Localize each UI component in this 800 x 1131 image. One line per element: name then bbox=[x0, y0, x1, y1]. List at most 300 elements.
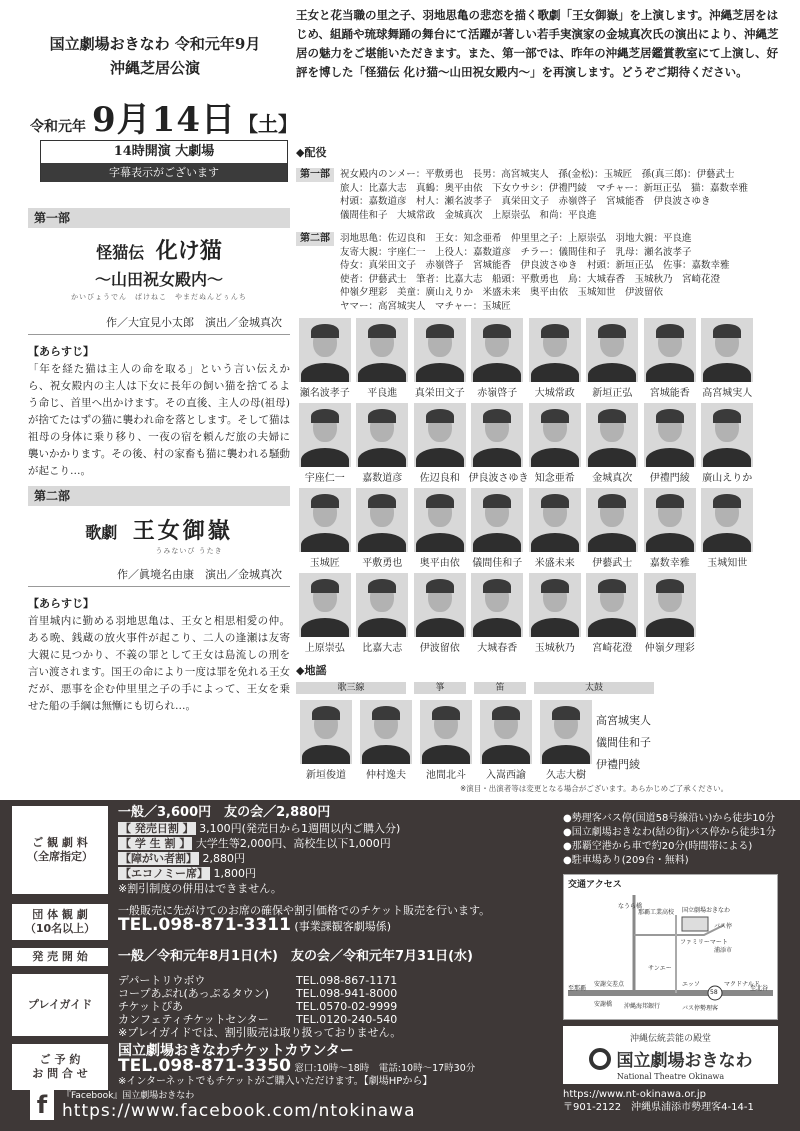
inquiry-hours: 窓口:10時〜18時 電話:10時〜17時30分 bbox=[294, 1063, 476, 1074]
performer-card bbox=[411, 318, 469, 403]
cast-line: 仲嶺夕理彩 美童：廣山えりか 米盛未来 奥平由依 玉城知世 伊波留依 bbox=[340, 287, 664, 298]
performer-name: 玉城知世 bbox=[707, 558, 748, 569]
playguide-list bbox=[118, 974, 418, 1039]
performer-card bbox=[584, 488, 642, 573]
part2-bar: 第二部 bbox=[28, 486, 290, 506]
group-tel-note: (事業課観客劇場係) bbox=[294, 920, 391, 933]
performer-photo bbox=[356, 573, 408, 637]
address: 〒901-2122 沖縄県浦添市勢理客4-14-1 bbox=[563, 1102, 754, 1113]
photo-body bbox=[422, 745, 470, 764]
performer-photo bbox=[300, 700, 352, 764]
performer-card bbox=[476, 700, 536, 785]
cast-note: ※演目・出演者等は変更となる場合がございます。あらかじめご了承ください。 bbox=[460, 784, 729, 793]
header-org bbox=[30, 32, 280, 80]
performer-card bbox=[354, 318, 412, 403]
photo-hair bbox=[426, 494, 454, 508]
date-era: 令和元年 bbox=[30, 119, 86, 135]
performer-grid bbox=[296, 318, 756, 658]
group-tel[interactable]: TEL.098-871-3311 bbox=[118, 915, 291, 935]
performer-photo bbox=[586, 573, 638, 637]
cast-part2-bar: 第二部 bbox=[296, 232, 334, 246]
photo-hair bbox=[432, 706, 460, 720]
performer-name: 高宮城実人 bbox=[702, 388, 753, 399]
performer-card bbox=[354, 573, 412, 658]
performer-photo bbox=[529, 488, 581, 552]
cast-part1-lines bbox=[340, 168, 748, 222]
performer-name: 廣山えりか bbox=[702, 473, 753, 484]
tickets-info bbox=[118, 806, 400, 895]
performer-name: 宇座仁一 bbox=[304, 473, 345, 484]
performer-card bbox=[296, 700, 356, 785]
photo-body bbox=[646, 618, 694, 637]
inquiry-title: 国立劇場おきなわチケットカウンター bbox=[118, 1043, 354, 1059]
photo-hair bbox=[368, 579, 396, 593]
disabled-price: 2,880円 bbox=[202, 852, 245, 865]
part2-credit: 作／眞境名由康 演出／金城真次 bbox=[28, 566, 290, 587]
performer-photo bbox=[360, 700, 412, 764]
playguide-row bbox=[118, 1000, 418, 1013]
performer-card bbox=[296, 403, 354, 488]
photo-body bbox=[301, 448, 349, 467]
advance-label: 【 発売日割 】 bbox=[120, 822, 194, 835]
performer-name: 玉城秋乃 bbox=[534, 643, 575, 654]
part1-title-large: 化け猫 bbox=[155, 238, 222, 264]
performer-card bbox=[526, 318, 584, 403]
part1-subtitle: 〜山田祝女殿内〜 bbox=[94, 270, 223, 289]
performer-name: 奥平由依 bbox=[419, 558, 460, 569]
map-label: 至那覇 bbox=[568, 985, 587, 992]
performer-card bbox=[411, 403, 469, 488]
photo-body bbox=[416, 448, 464, 467]
performer-photo bbox=[356, 318, 408, 382]
sales-text: 一般／令和元年8月1日(木) 友の会／令和元年7月31日(水) bbox=[118, 949, 473, 964]
theatre-building bbox=[682, 917, 708, 931]
performer-photo bbox=[299, 318, 351, 382]
cast-line: 使者：伊藝武士 筆者：比嘉大志 船頭：平敷勇也 鳥：大城春香 玉城秋乃 宮崎花澄 bbox=[340, 273, 721, 285]
performer-photo bbox=[299, 573, 351, 637]
map-label: エッソ bbox=[682, 981, 700, 988]
performer-name: 知念亜希 bbox=[534, 473, 575, 484]
photo-body bbox=[358, 363, 406, 382]
cast-part2 bbox=[296, 232, 786, 313]
map-title: 交通アクセス bbox=[568, 880, 622, 890]
performer-photo bbox=[701, 318, 753, 382]
performer-card bbox=[641, 573, 699, 658]
jiutai-group-bars bbox=[296, 682, 776, 700]
part1-title-small: 怪猫伝 bbox=[96, 243, 145, 262]
photo-hair bbox=[426, 579, 454, 593]
performer-name: 平敷勇也 bbox=[362, 558, 403, 569]
performer-card bbox=[641, 403, 699, 488]
part2-synopsis: 首里城内に勤める羽地思亀は、王女と相思相愛の仲。ある晩、銭蔵の放火事件が起こり、二人の逢瀬は友寄大親に見つかり、不義の罪として王女は島流しの刑を言い渡されます。国王の命により一度は罪を免れる王女だが、悪事を企む仲里里之子の手によって、王女を乗せた船の手綱は無慚にも切られ…。 bbox=[28, 615, 290, 712]
performer-photo bbox=[586, 318, 638, 382]
performer-name: 比嘉大志 bbox=[362, 643, 403, 654]
photo-body bbox=[302, 745, 350, 764]
photo-hair bbox=[311, 324, 339, 338]
part2-title bbox=[28, 514, 290, 545]
performer-name: 上原崇弘 bbox=[304, 643, 345, 654]
jiutai-extra-name: 儀間佳和子 bbox=[596, 736, 651, 749]
performer-photo bbox=[471, 573, 523, 637]
playguide-name: コープあぷれ(あっぷるタウン) bbox=[118, 987, 269, 1000]
performer-name: 池間北斗 bbox=[426, 770, 466, 781]
performer-photo bbox=[471, 488, 523, 552]
map-label: 安謝橋 bbox=[594, 1001, 613, 1008]
photo-body bbox=[358, 618, 406, 637]
photo-body bbox=[301, 363, 349, 382]
performer-photo bbox=[471, 403, 523, 467]
performer-name: 宮城能香 bbox=[649, 388, 690, 399]
tickets-label: ご 観 劇 料 （全席指定） bbox=[12, 806, 108, 894]
photo-body bbox=[301, 618, 349, 637]
photo-body bbox=[358, 533, 406, 552]
time-venue-box bbox=[40, 140, 288, 182]
jiutai-heading: ◆地謡 bbox=[296, 664, 327, 677]
photo-hair bbox=[541, 579, 569, 593]
photo-hair bbox=[541, 409, 569, 423]
cast-part1-bar: 第一部 bbox=[296, 168, 334, 182]
photo-body bbox=[416, 363, 464, 382]
performer-photo bbox=[529, 573, 581, 637]
org-line: 国立劇場おきなわ 令和元年9月 bbox=[49, 35, 261, 53]
performer-card bbox=[416, 700, 476, 785]
inquiry-info bbox=[118, 1042, 558, 1088]
performer-photo bbox=[420, 700, 472, 764]
time-venue: 14時開演 大劇場 bbox=[41, 141, 287, 163]
performer-card bbox=[641, 488, 699, 573]
subtitle-note: 字幕表示がございます bbox=[41, 163, 287, 182]
performer-name: 大城春香 bbox=[477, 643, 518, 654]
map-label: バス停 bbox=[714, 923, 733, 930]
date-month-day: 9月14日 bbox=[92, 100, 236, 140]
performer-name: 瀬名波孝子 bbox=[299, 388, 350, 399]
group-text: 一般販売に先がけてのお席の確保や割引価格でのチケット販売を行います。 bbox=[118, 904, 491, 917]
performer-photo bbox=[529, 318, 581, 382]
facebook-block bbox=[30, 1088, 416, 1121]
facebook-label: 『Facebook』国立劇場おきなわ bbox=[62, 1091, 195, 1101]
performer-card bbox=[526, 488, 584, 573]
jiutai-group: 箏 bbox=[414, 682, 466, 694]
map-label: ファミリーマート bbox=[680, 939, 728, 946]
inquiry-internet: ※インターネットでもチケットがご購入いただけます。【劇場HPから】 bbox=[118, 1076, 433, 1087]
theatre-logo bbox=[563, 1026, 778, 1084]
performer-photo bbox=[471, 318, 523, 382]
cast-line: 旅人：比嘉大志 真鶴：奥平由依 下女ウサシ：伊禮門綾 マチャー：新垣正弘 猫：嘉数幸雅 bbox=[340, 182, 749, 194]
access-item: ●那覇空港から車で約20分(時間帯による) bbox=[563, 841, 753, 852]
facebook-icon[interactable]: f bbox=[30, 1090, 54, 1120]
performer-photo bbox=[480, 700, 532, 764]
performer-card bbox=[296, 318, 354, 403]
photo-hair bbox=[483, 579, 511, 593]
cast-line: 祝女殿内のンメー：平敷勇也 長男：高宮城実人 孫(金松)：玉城匠 孫(真三郎)：伊藝武士 bbox=[340, 169, 735, 180]
performer-card bbox=[584, 403, 642, 488]
tickets-general: 一般／3,600円 友の会／2,880円 bbox=[118, 805, 331, 820]
performer-photo bbox=[299, 403, 351, 467]
playguide-note: ※プレイガイドでは、割引販売は取り扱っておりません。 bbox=[118, 1026, 402, 1039]
photo-hair bbox=[656, 579, 684, 593]
performer-photo bbox=[414, 403, 466, 467]
map-label: サンエー bbox=[648, 965, 672, 972]
photo-hair bbox=[713, 494, 741, 508]
photo-hair bbox=[426, 324, 454, 338]
photo-hair bbox=[312, 706, 340, 720]
jiutai-section bbox=[296, 662, 776, 785]
part2-synopsis-label: 【あらすじ】 bbox=[28, 597, 94, 610]
address-block bbox=[563, 1088, 778, 1114]
photo-body bbox=[588, 363, 636, 382]
photo-body bbox=[531, 363, 579, 382]
part1-synopsis-label: 【あらすじ】 bbox=[28, 345, 94, 358]
access-map[interactable] bbox=[563, 874, 778, 1020]
map-label: 至北谷 bbox=[750, 985, 769, 992]
access-item: ●駐車場あり(209台・無料) bbox=[563, 855, 689, 866]
photo-body bbox=[703, 363, 751, 382]
access-list bbox=[563, 812, 776, 868]
performer-card bbox=[699, 403, 757, 488]
performer-card bbox=[356, 700, 416, 785]
performer-name: 大城常政 bbox=[534, 388, 575, 399]
map-label: 浦添市 bbox=[714, 947, 733, 954]
performer-name: 玉城匠 bbox=[309, 558, 340, 569]
performer-name: 佐辺良和 bbox=[419, 473, 460, 484]
performer-card bbox=[526, 573, 584, 658]
economy-price: 1,800円 bbox=[213, 867, 256, 880]
cast-line: 友寄大親：宇座仁一 上役人：嘉数道彦 チラー：儀間佳和子 乳母：瀬名波孝子 bbox=[340, 246, 692, 258]
inquiry-tel[interactable]: TEL.098-871-3350 bbox=[118, 1056, 291, 1076]
performer-name: 嘉数道彦 bbox=[362, 473, 403, 484]
jiutai-extra bbox=[596, 710, 651, 776]
photo-body bbox=[473, 363, 521, 382]
performer-name: 新垣正弘 bbox=[592, 388, 633, 399]
photo-body bbox=[416, 533, 464, 552]
logo-en: National Theatre Okinawa bbox=[616, 1072, 725, 1081]
photo-hair bbox=[656, 409, 684, 423]
performer-photo bbox=[701, 403, 753, 467]
photo-body bbox=[473, 448, 521, 467]
playguide-name: デパートリウボウ bbox=[118, 974, 206, 987]
access-item: ●国立劇場おきなわ(結の街)バス停から徒歩1分 bbox=[563, 827, 776, 838]
performer-card bbox=[296, 488, 354, 573]
cast-line: 羽地思亀：佐辺良和 王女：知念亜希 仲里里之子：上原崇弘 羽地大親：平良進 bbox=[340, 233, 692, 244]
photo-body bbox=[646, 533, 694, 552]
photo-body bbox=[301, 533, 349, 552]
photo-hair bbox=[598, 579, 626, 593]
performer-name: 宮崎花澄 bbox=[592, 643, 633, 654]
jiutai-group: 太鼓 bbox=[534, 682, 654, 694]
playguide-tel[interactable]: TEL.0570-02-9999 bbox=[296, 1000, 398, 1013]
map-label: なうら橋 bbox=[618, 903, 643, 910]
performer-name: 久志大樹 bbox=[546, 770, 586, 781]
performer-card bbox=[469, 573, 527, 658]
jiutai-group: 笛 bbox=[474, 682, 526, 694]
performer-card bbox=[699, 318, 757, 403]
photo-hair bbox=[598, 494, 626, 508]
photo-body bbox=[531, 533, 579, 552]
performer-card bbox=[354, 488, 412, 573]
photo-body bbox=[416, 618, 464, 637]
site-url[interactable]: https://www.nt-okinawa.or.jp bbox=[563, 1089, 706, 1100]
jiutai-extra-name: 伊禮門綾 bbox=[596, 758, 640, 771]
photo-hair bbox=[311, 494, 339, 508]
playguide-row bbox=[118, 974, 418, 987]
group-label: 団 体 観 劇 （10名以上） bbox=[12, 904, 108, 940]
performer-name: 入嵩西諭 bbox=[486, 770, 526, 781]
performer-photo bbox=[586, 403, 638, 467]
performer-photo bbox=[299, 488, 351, 552]
performer-card bbox=[296, 573, 354, 658]
photo-hair bbox=[483, 494, 511, 508]
jiutai-extra-name: 高宮城実人 bbox=[596, 714, 651, 727]
photo-hair bbox=[483, 324, 511, 338]
cast-section bbox=[296, 144, 786, 313]
performer-name: 儀間佳和子 bbox=[472, 558, 523, 569]
performer-photo bbox=[644, 573, 696, 637]
photo-hair bbox=[598, 324, 626, 338]
photo-hair bbox=[656, 494, 684, 508]
cast-heading: ◆配役 bbox=[296, 146, 327, 159]
photo-body bbox=[588, 618, 636, 637]
cast-line: ヤマー：高宮城実人 マチャー：玉城匠 bbox=[340, 300, 511, 312]
performer-photo bbox=[540, 700, 592, 764]
part2-title-small: 歌劇 bbox=[85, 523, 118, 542]
performer-photo bbox=[644, 318, 696, 382]
performer-photo bbox=[644, 488, 696, 552]
photo-body bbox=[362, 745, 410, 764]
performer-name: 真栄田文子 bbox=[414, 388, 465, 399]
photo-body bbox=[588, 448, 636, 467]
playguide-tel[interactable]: TEL.0120-240-540 bbox=[296, 1013, 398, 1026]
cast-part1 bbox=[296, 168, 786, 222]
performer-card bbox=[354, 403, 412, 488]
performer-card bbox=[584, 573, 642, 658]
logo-top: 沖縄伝統芸能の殿堂 bbox=[629, 1034, 711, 1044]
performer-card bbox=[641, 318, 699, 403]
playguide-tel[interactable]: TEL.098-941-8000 bbox=[296, 987, 398, 1000]
part1-credit: 作／大宜見小太郎 演出／金城真次 bbox=[28, 314, 290, 335]
performer-name: 米盛未来 bbox=[534, 558, 575, 569]
event-line: 沖縄芝居公演 bbox=[109, 59, 200, 77]
photo-hair bbox=[311, 579, 339, 593]
photo-hair bbox=[713, 324, 741, 338]
facebook-url[interactable]: https://www.facebook.com/ntokinawa bbox=[62, 1101, 416, 1121]
access-item: ●勢理客バス停(国道58号線沿い)から徒歩10分 bbox=[563, 813, 775, 824]
part2-title-large: 王女御嶽 bbox=[132, 518, 233, 544]
performer-photo bbox=[586, 488, 638, 552]
playguide-tel[interactable]: TEL.098-867-1171 bbox=[296, 974, 398, 987]
jiutai-group: 歌三線 bbox=[296, 682, 406, 694]
part2-section bbox=[28, 486, 290, 715]
student-label: 【 学 生 割 】 bbox=[120, 837, 191, 850]
playguide-name: チケットぴあ bbox=[118, 1000, 184, 1013]
photo-hair bbox=[713, 409, 741, 423]
performer-card bbox=[411, 573, 469, 658]
map-label: 安謝交差点 bbox=[594, 981, 625, 988]
performer-card bbox=[469, 403, 527, 488]
photo-hair bbox=[426, 409, 454, 423]
performer-name: 仲嶺夕理彩 bbox=[644, 643, 695, 654]
cast-part2-lines bbox=[340, 232, 730, 313]
performer-photo bbox=[701, 488, 753, 552]
photo-hair bbox=[368, 409, 396, 423]
photo-body bbox=[473, 533, 521, 552]
performer-photo bbox=[356, 488, 408, 552]
photo-hair bbox=[656, 324, 684, 338]
photo-hair bbox=[311, 409, 339, 423]
playguide-row bbox=[118, 987, 418, 1000]
performer-name: 伊良波さゆき bbox=[468, 473, 529, 484]
intro-text: 王女と花当職の里之子、羽地思亀の悲恋を描く歌劇「王女御嶽」を上演します。沖縄芝居をはじめ、組踊や琉球舞踊の舞台にて活躍が著しい若手実演家の金城真次氏の演出により、沖縄芝居の魅力をご堪能いただきます。また、第一部では、昨年の沖縄芝居鑑賞教室にて上演し、好評を博した「怪猫伝 化け猫〜山田祝女殿内〜」を再演します。どうぞご期待ください。 bbox=[296, 8, 779, 79]
photo-hair bbox=[552, 706, 580, 720]
performer-name: 伊波留依 bbox=[419, 643, 460, 654]
map-label: 那覇工業高校 bbox=[638, 909, 675, 916]
photo-hair bbox=[368, 494, 396, 508]
performer-name: 伊禮門綾 bbox=[649, 473, 690, 484]
cast-line: 侍女：真栄田文子 赤嶺啓子 宮城能香 伊良波さゆき 村頭：新垣正弘 佐事：嘉数幸雅 bbox=[340, 260, 730, 271]
student-price: 大学生等2,000円、高校生以下1,000円 bbox=[195, 837, 391, 850]
photo-body bbox=[703, 533, 751, 552]
photo-hair bbox=[541, 494, 569, 508]
performer-name: 赤嶺啓子 bbox=[477, 388, 518, 399]
photo-body bbox=[588, 533, 636, 552]
photo-hair bbox=[541, 324, 569, 338]
part1-section bbox=[28, 208, 290, 480]
tickets-note: ※割引制度の併用はできません。 bbox=[118, 882, 282, 895]
inquiry-label: ご 予 約 お 問 合 せ bbox=[12, 1044, 108, 1090]
playguide-name: カンフェティチケットセンター bbox=[118, 1013, 269, 1026]
photo-hair bbox=[492, 706, 520, 720]
playguide-row bbox=[118, 1013, 418, 1026]
performer-photo bbox=[414, 318, 466, 382]
performer-card bbox=[469, 488, 527, 573]
logo-mark-icon bbox=[589, 1048, 611, 1070]
playguide-label: プレイガイド bbox=[12, 974, 108, 1036]
date-dow: 【土】 bbox=[237, 112, 298, 136]
performer-photo bbox=[414, 488, 466, 552]
part1-title bbox=[28, 234, 290, 265]
photo-body bbox=[531, 618, 579, 637]
part1-ruby: かいびょうでん ばけねこ やまだぬんどぅんち bbox=[71, 293, 247, 301]
photo-hair bbox=[372, 706, 400, 720]
group-info bbox=[118, 904, 490, 933]
logo-main: 国立劇場おきなわ bbox=[616, 1051, 753, 1071]
performer-card bbox=[536, 700, 596, 785]
map-svg bbox=[564, 875, 777, 1019]
photo-body bbox=[358, 448, 406, 467]
photo-body bbox=[703, 448, 751, 467]
photo-body bbox=[482, 745, 530, 764]
map-label: 国立劇場おきなわ bbox=[682, 907, 731, 914]
map-label: 沖縄海邦銀行 bbox=[624, 1003, 661, 1010]
part2-ruby: うみないび うたき bbox=[155, 547, 223, 555]
performer-card bbox=[411, 488, 469, 573]
sales-label: 発 売 開 始 bbox=[12, 948, 108, 966]
cast-line: 村頭：嘉数道彦 村人：瀬名波孝子 真栄田文子 赤嶺啓子 宮城能香 伊良波さゆき bbox=[340, 196, 711, 207]
performance-date bbox=[30, 92, 298, 141]
map-label: マクドナルド bbox=[724, 981, 760, 988]
performer-photo bbox=[356, 403, 408, 467]
photo-body bbox=[531, 448, 579, 467]
performer-name: 仲村逸夫 bbox=[366, 770, 406, 781]
photo-hair bbox=[368, 324, 396, 338]
performer-photo bbox=[529, 403, 581, 467]
performer-name: 嘉数幸雅 bbox=[649, 558, 690, 569]
photo-body bbox=[646, 363, 694, 382]
photo-body bbox=[646, 448, 694, 467]
performer-photo bbox=[414, 573, 466, 637]
photo-hair bbox=[598, 409, 626, 423]
jiutai-performers bbox=[296, 700, 776, 785]
map-label: 58 bbox=[710, 989, 718, 996]
